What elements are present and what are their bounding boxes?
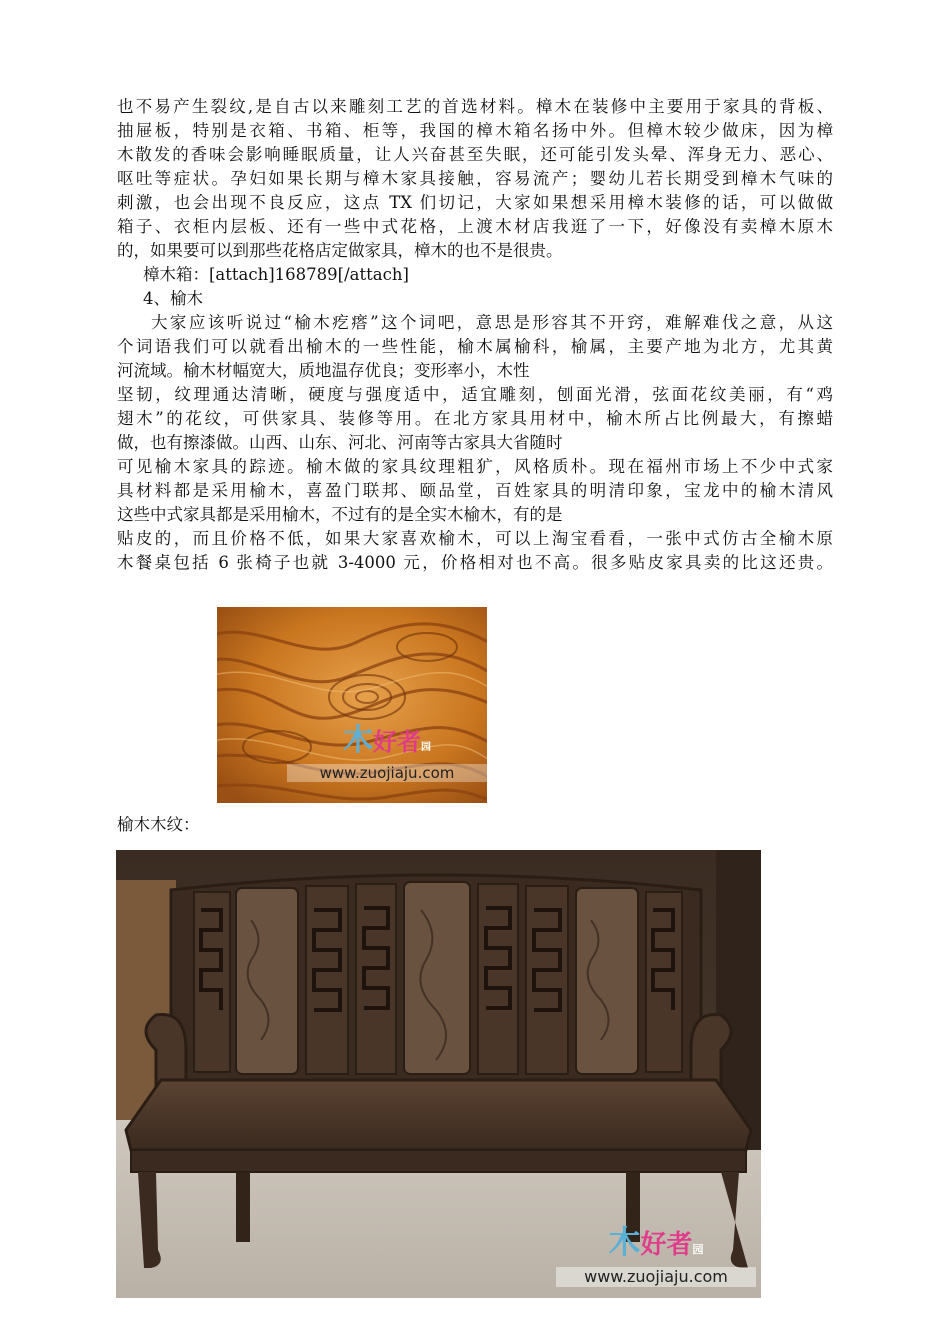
elm-grain-photo	[217, 607, 487, 803]
text-line: 个词语我们可以就看出榆木的一些性能，榆木属榆科，榆属，主要产地为北方，尤其黄	[117, 337, 833, 356]
text-line: 刺激，也会出现不良反应，这点 TX 们切记，大家如果想采用樟木装修的话，可以做做	[117, 193, 833, 212]
text-line: 坚韧，纹理通达清晰，硬度与强度适中，适宜雕刻，刨面光滑，弦面花纹美丽，有“鸡	[117, 385, 833, 404]
text-line: 箱子、衣柜内层板、还有一些中式花格，上渡木材店我逛了一下，好像没有卖樟木原木	[117, 217, 833, 236]
text-line: 贴皮的，而且价格不低，如果大家喜欢榆木，可以上淘宝看看，一张中式仿古全榆木原	[117, 529, 833, 548]
text-line: 做，也有擦漆做。山西、山东、河北、河南等古家具大省随时	[117, 433, 563, 452]
text-line: 也不易产生裂纹,是自古以来雕刻工艺的首选材料。樟木在装修中主要用于家具的背板、	[117, 97, 833, 116]
text-line: 具材料都是采用榆木，喜盈门联邦、颐品堂，百姓家具的明清印象，宝龙中的榆木清风	[117, 481, 833, 500]
text-line: 翅木”的花纹，可供家具、装修等用。在北方家具用材中，榆木所占比例最大，有擦蜡	[117, 409, 833, 428]
watermark-logo-small: 园	[692, 1243, 704, 1256]
text-line: 这些中式家具都是采用榆木，不过有的是全实木榆木，有的是	[117, 505, 563, 524]
text-line: 可见榆木家具的踪迹。榆木做的家具纹理粗犷，风格质朴。现在福州市场上不少中式家	[117, 457, 833, 476]
watermark-logo-small: 园	[421, 742, 431, 753]
watermark-url: www.zuojiaju.com	[287, 764, 487, 782]
text-line: 大家应该听说过“榆木疙瘩”这个词吧，意思是形容其不开窍，难解难伐之意，从这	[151, 313, 833, 332]
text-line: 河流域。榆木材幅宽大，质地温存优良；变形率小，木性	[117, 361, 530, 380]
section-heading: 4、榆木	[143, 289, 203, 308]
watermark	[556, 1225, 756, 1287]
text-line: 木餐桌包括 6 张椅子也就 3-4000 元，价格相对也不高。很多贴皮家具卖的比这还贵。	[117, 553, 833, 572]
watermark-logo-text: 好者	[640, 1230, 693, 1260]
watermark-logo-text: 好者	[373, 728, 421, 756]
elm-bench-photo	[116, 850, 761, 1298]
text-line: 呕吐等症状。孕妇如果长期与樟木家具接触，容易流产；婴幼儿若长期受到樟木气味的	[117, 169, 833, 188]
attachment-line: 樟木箱：[attach]168789[/attach]	[143, 265, 409, 284]
caption-elm-grain: 榆木木纹：	[117, 815, 200, 834]
watermark	[287, 725, 487, 782]
text-line: 木散发的香味会影响睡眠质量，让人兴奋甚至失眠，还可能引发头晕、浑身无力、恶心、	[117, 145, 833, 164]
watermark-url: www.zuojiaju.com	[556, 1267, 756, 1287]
text-line: 的，如果要可以到那些花格店定做家具，樟木的也不是很贵。	[117, 241, 563, 260]
text-line: 抽屉板，特别是衣箱、书箱、柜等，我国的樟木箱名扬中外。但樟木较少做床，因为樟	[117, 121, 833, 140]
watermark-logo: 木	[608, 1223, 641, 1261]
watermark-logo: 木	[343, 723, 373, 758]
